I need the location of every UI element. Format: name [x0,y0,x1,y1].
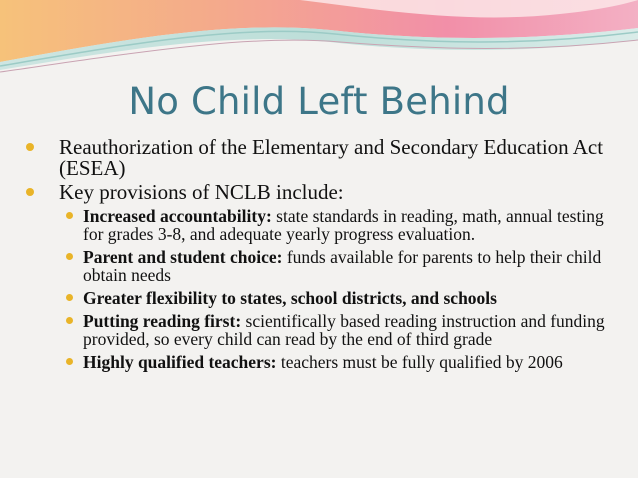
sub-bullet-heading: Increased accountability: [83,206,272,226]
sub-bullet-text: funds available for parents to help their child obtain needs [83,247,602,285]
bullet-item [26,137,626,179]
sub-bullet-text: state standards in reading, math, annual testing for grades 3-8, and adequate yearly progress evaluation. [83,206,604,244]
sub-bullet-item [59,312,626,348]
bullet-text: Reauthorization of the Elementary and Secondary Education Act (ESEA) [59,135,604,180]
bullet-list [26,137,626,371]
bullet-dot-icon [26,143,34,151]
sub-bullet-heading: Highly qualified teachers: [83,352,277,372]
sub-bullet-text: teachers must be fully qualified by 2006 [276,352,563,372]
sub-bullet-heading: Putting reading first: [83,311,242,331]
bullet-dot-icon [26,188,34,196]
bullet-dot-icon [66,358,73,365]
sub-bullet-item [59,248,626,284]
bullet-dot-icon [66,317,73,324]
sub-bullet-text: scientifically based reading instruction and funding provided, so every child can read by the end of third grade [83,311,605,349]
bullet-dot-icon [66,212,73,219]
bullet-item [26,182,626,371]
bullet-text: Key provisions of NCLB include: [59,180,344,204]
sub-bullet-item [59,207,626,243]
sub-bullet-item [59,289,626,307]
slide-title: No Child Left Behind [128,80,510,123]
bullet-dot-icon [66,253,73,260]
slide-body [26,137,626,376]
sub-bullet-heading: Parent and student choice: [83,247,283,267]
sub-bullet-list [59,207,626,371]
sub-bullet-item [59,353,626,371]
decorative-banner [0,0,638,80]
bullet-dot-icon [66,294,73,301]
sub-bullet-heading: Greater flexibility to states, school districts, and schools [83,288,497,308]
